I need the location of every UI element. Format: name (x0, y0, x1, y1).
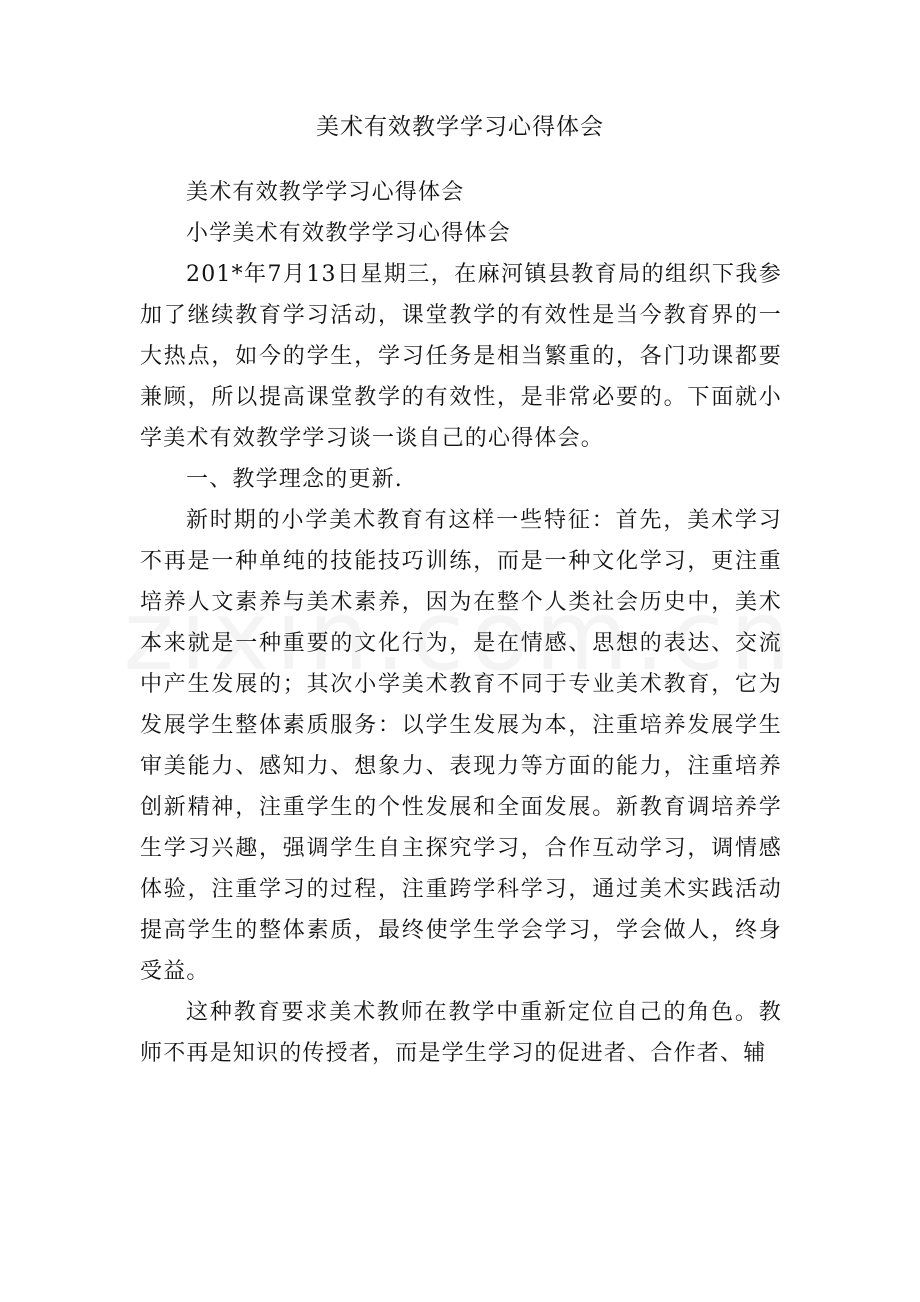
paragraph-intro: 201*年7月13日星期三，在麻河镇县教育局的组织下我参加了继续教育学习活动，课堂教学的有效性是当今教育界的一大热点，如今的学生，学习任务是相当繁重的，各门功课都要兼顾，所以提高课堂教学的有效性，是非常必要的。下面就小学美术有效教学学习谈一谈自己的心得体会。 (140, 262, 782, 451)
document-body (140, 172, 782, 1074)
paragraph-teacher-role: 这种教育要求美术教师在教学中重新定位自己的角色。教师不再是知识的传授者，而是学生学习的促进者、合作者、辅 (140, 1000, 782, 1066)
document-title: 美术有效教学学习心得体会 (316, 114, 604, 140)
paragraph-subtitle-2: 小学美术有效教学学习心得体会 (186, 221, 511, 246)
paragraph-features: 新时期的小学美术教育有这样一些特征：首先，美术学习不再是一种单纯的技能技巧训练，而是一种文化学习，更注重培养人文素养与美术素养，因为在整个人类社会历史中，美术本来就是一种重要的文化行为，是在情感、思想的表达、交流中产生发展的；其次小学美术教育不同于专业美术教育，它为发展学生整体素质服务：以学生发展为本，注重培养发展学生审美能力、感知力、想象力、表现力等方面的能力，注重培养创新精神，注重学生的个性发展和全面发展。新教育调培养学生学习兴趣，强调学生自主探究学习，合作互动学习，调情感体验，注重学习的过程，注重跨学科学习，通过美术实践活动提高学生的整体素质，最终使学生学会学习，学会做人，终身受益。 (140, 508, 782, 984)
paragraph-subtitle-1: 美术有效教学学习心得体会 (186, 180, 465, 205)
section-heading-1: 一、教学理念的更新. (186, 467, 403, 492)
